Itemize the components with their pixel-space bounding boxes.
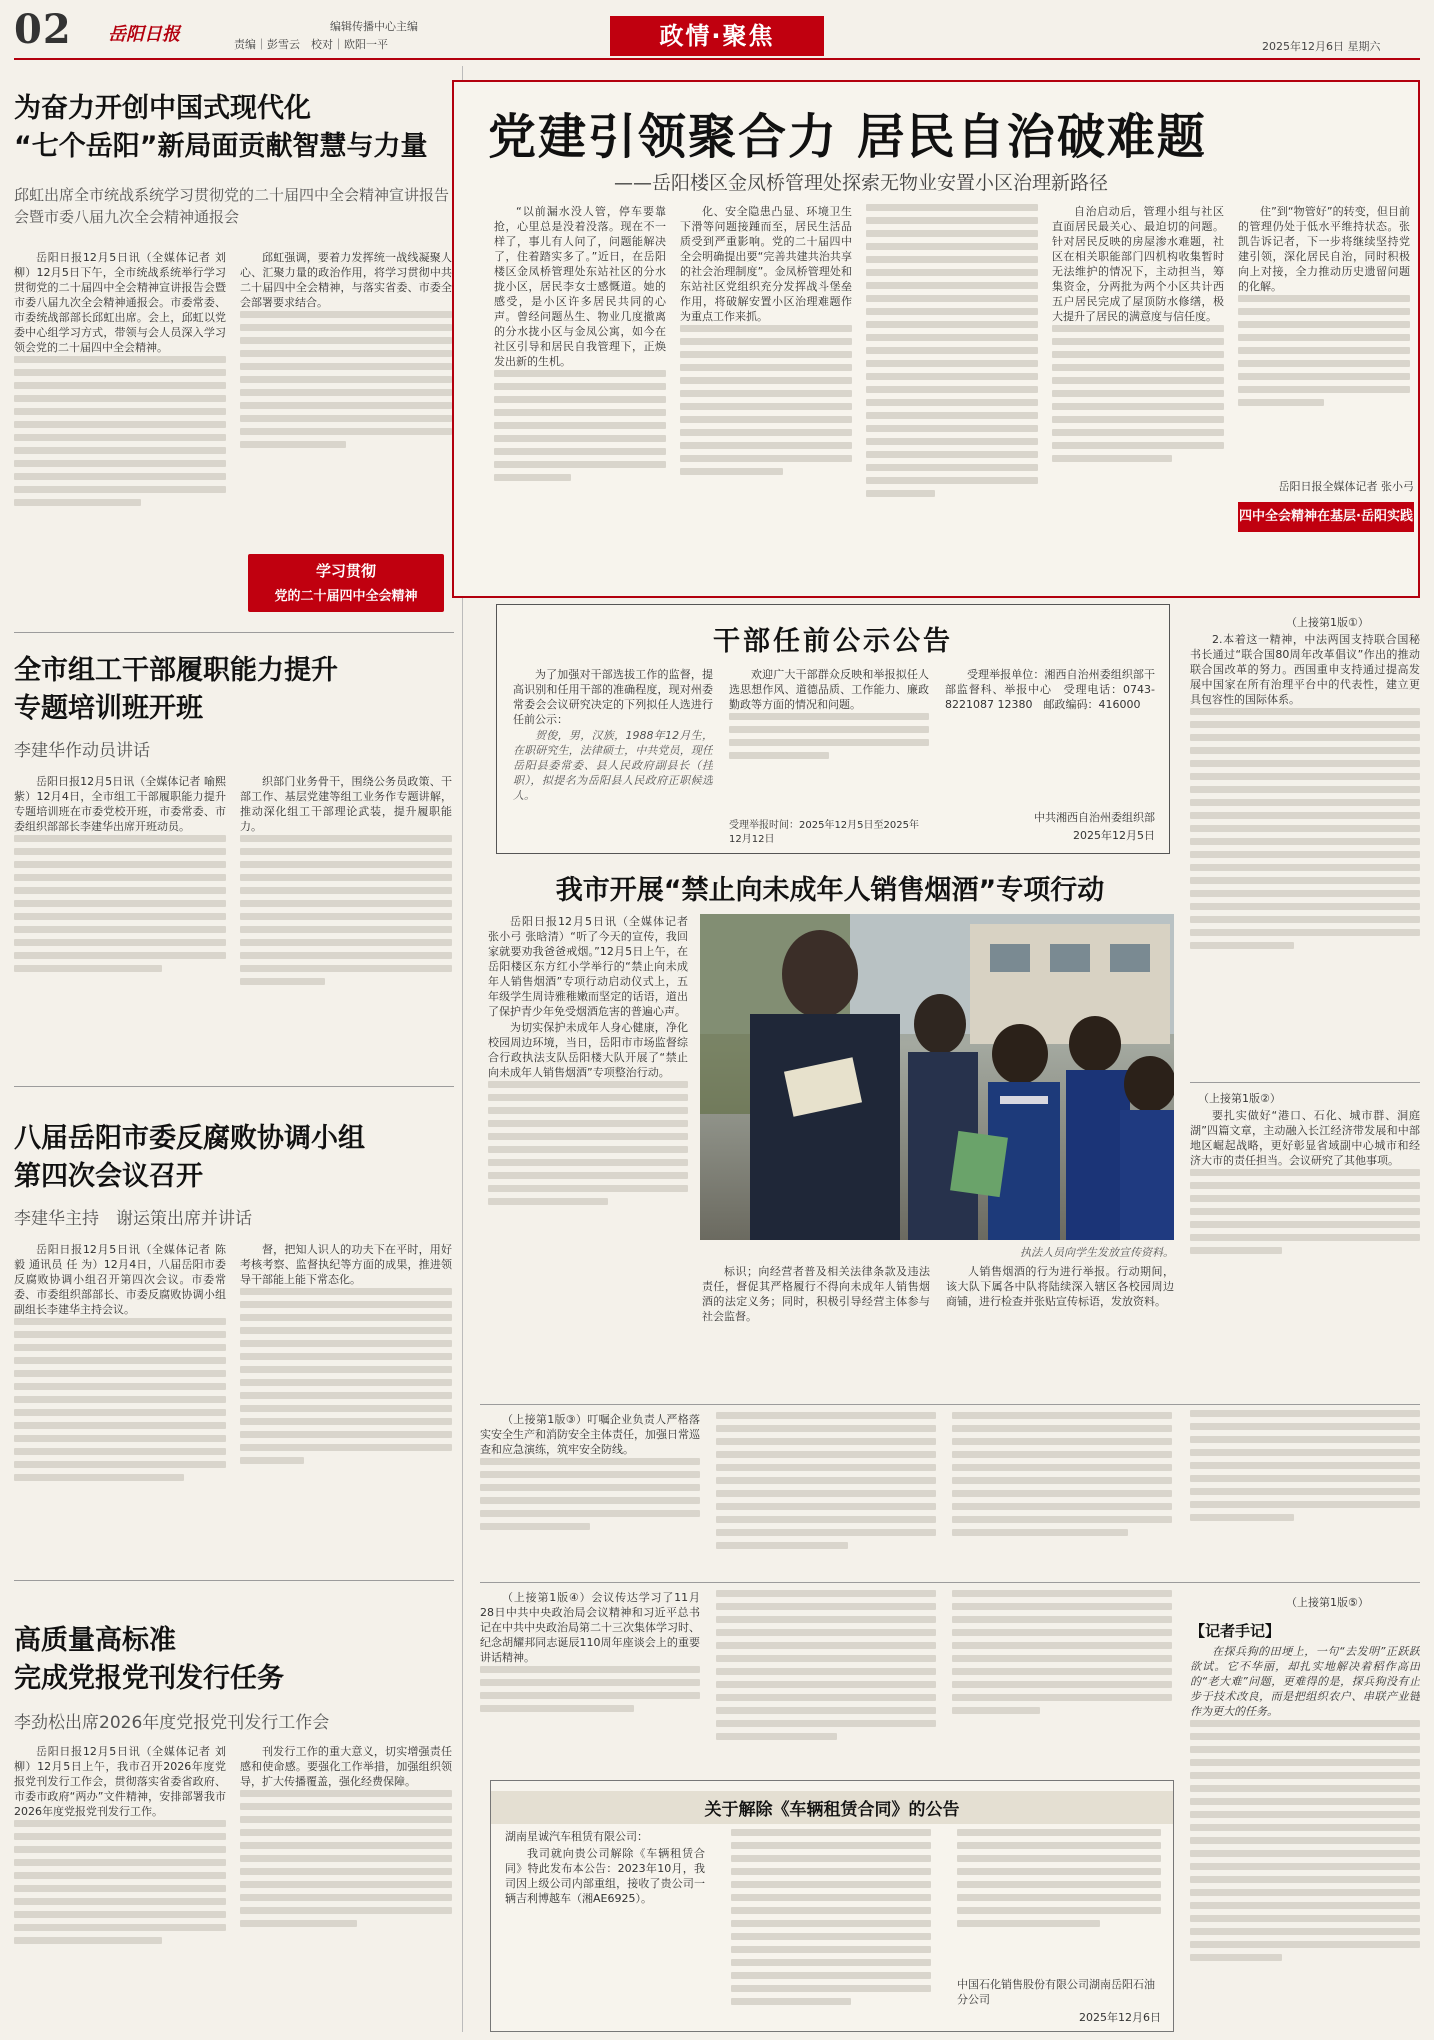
article-text-filler <box>14 1820 226 1944</box>
feature-photo <box>700 914 1174 1240</box>
jump-column <box>1190 614 1420 1304</box>
repeal-notice <box>490 1780 1174 2032</box>
lead-paragraph: 住”到“物管好”的转变，但目前的管理仍处于低水平维持状态。张凯告诉记者，下一步将继续坚持党建引领，深化居民自治，同时积极向上对接，全力推动历史遗留问题的化解。 <box>1238 205 1410 293</box>
jump-text-filler <box>952 1412 1172 1536</box>
jump-paragraph <box>480 1590 700 1665</box>
public-notice <box>496 604 1170 854</box>
article-title <box>14 1622 454 1698</box>
article-body-left <box>14 250 226 620</box>
feature-story <box>480 868 1180 1388</box>
notice-col-3 <box>945 667 1155 777</box>
article-body-left <box>14 1242 226 1572</box>
study-badge-line-1: 学习贯彻 <box>315 562 376 580</box>
divider <box>480 1404 1420 1405</box>
article-body-right <box>240 250 452 546</box>
lead-text-filler <box>1238 295 1410 406</box>
article-training <box>14 638 454 1108</box>
article-paragraph: 岳阳日报12月5日讯（全媒体记者 刘 柳）12月5日上午，我市召开2026年度党报党刊发行工作会，贯彻落实省委省政府、市委市政府“两办”文件精神，安排部署我市2026年度党报党刊发行工作。 <box>14 1745 226 1818</box>
article-title-line-1: 全市组工干部履职能力提升 <box>14 655 338 686</box>
notice-title: 干部任前公示公告 <box>713 626 953 657</box>
jump-paragraph: 2.本着这一精神，中法两国支持联合国秘书长通过“联合国80周年改革倡议”作出的推动联合国改革的努力。西国重申支持通过提高发展中国家在所有治理平台中的代表性，建立更具包容性的国际体系。 <box>1190 633 1420 706</box>
article-title-line-1: 高质量高标准 <box>14 1625 176 1656</box>
article-deck: 李劲松出席2026年度党报党刊发行工作会 <box>14 1713 330 1733</box>
jump-text <box>480 1590 700 1760</box>
jump-text-filler <box>1190 1169 1420 1254</box>
article-deck: 李建华主持 谢运策出席并讲话 <box>14 1209 252 1229</box>
feature-col-3 <box>946 1264 1174 1374</box>
jump-text-filler <box>716 1590 936 1740</box>
lead-paragraph: 化、安全隐患凸显、环境卫生下滑等问题接踵而至，居民生活品质受到严重影响。党的二十届四中全会明确提出要“完善共建共治共享的社会治理制度”。金凤桥管理处和东站社区党组织充分发挥战斗堡垒作用，将破解安置小区治理难题作为重点工作来抓。 <box>680 205 852 323</box>
lead-text-filler <box>680 325 852 475</box>
jump-label: （上接第1版①） <box>1286 616 1369 629</box>
feature-paragraph: 人销售烟酒的行为进行举报。行动期间，该大队下属各中队将陆续深入辖区各校园周边商铺，进行检查并张贴宣传标语，发放资料。 <box>946 1265 1174 1308</box>
article-body-right <box>240 1242 452 1572</box>
jump-text-filler <box>1190 708 1420 949</box>
jump-label: （上接第1版③） <box>502 1413 588 1426</box>
article-title-line-1: 为奋力开创中国式现代化 <box>14 93 311 124</box>
divider <box>14 632 454 633</box>
lead-col-4 <box>1052 204 1224 584</box>
notice-period: 受理举报时间：2025年12月5日至2025年12月12日 <box>729 820 919 845</box>
article-title-line-2: 专题培训班开班 <box>14 693 203 724</box>
lead-text-filler <box>1052 325 1224 462</box>
jump-text <box>480 1412 700 1562</box>
study-badge <box>248 554 444 612</box>
repeal-signoff: 中国石化销售股份有限公司湖南岳阳石油分公司 <box>957 1978 1155 2006</box>
repeal-paragraph: 我司就向贵公司解除《车辆租赁合同》特此发布本公告：2023年10月，我司因上级公司内部重组，接收了贵公司一辆吉利博越车（湘AE6925）。 <box>505 1847 705 1905</box>
article-body-left <box>14 774 226 1074</box>
lead-subtitle: ——岳阳楼区金凤桥管理处探索无物业安置小区治理新路径 <box>614 172 1109 194</box>
repeal-col-1 <box>505 1829 705 2025</box>
article-anticorruption <box>14 1092 454 1592</box>
jump-column-end <box>1190 1410 1420 1570</box>
repeal-addressee: 湖南星诚汽车租赁有限公司： <box>505 1830 648 1843</box>
masthead <box>0 0 1434 64</box>
lead-story <box>452 80 1420 598</box>
jump-text-filler <box>480 1458 700 1530</box>
lead-tag: 四中全会精神在基层·岳阳实践 <box>1238 502 1414 532</box>
divider <box>14 1086 454 1087</box>
notice-contact: 受理举报单位：湘西自治州委组织部干部监督科、举报中心 受理电话：0743-8221087 12380 邮政编码：416000 <box>945 668 1155 711</box>
page-number: 02 <box>14 6 72 53</box>
article-text-filler <box>240 1288 452 1464</box>
reporter-note <box>1190 1594 1420 2032</box>
article-title <box>14 1120 454 1196</box>
notice-col-1 <box>513 667 713 847</box>
article-text-filler <box>14 356 226 506</box>
paper-name: 岳阳日报 <box>108 24 180 45</box>
feature-caption: 执法人员向学生发放宣传资料。 <box>1020 1246 1174 1259</box>
jump-section-3 <box>480 1410 1180 1570</box>
article-newspaper-distribution <box>14 1586 454 2032</box>
lead-col-3 <box>866 204 1038 584</box>
article-paragraph: 织部门业务骨干，围绕公务员政策、干部工作、基层党建等组工业务作专题讲解，推动深化组工干部理论武装，提升履职能力。 <box>240 775 452 833</box>
jump-text-filler <box>952 1590 1172 1714</box>
lead-col-1 <box>494 204 666 584</box>
divider <box>480 1582 1420 1583</box>
note-paragraph: 在探兵狗的田埂上，一句“去发明”正跃跃欲试。它不华丽，却扎实地解决着稻作高田的“老大难”问题，更难得的是，探兵狗没有止步于技术改良，而是把组织农户、串联产业链作为更大的任务。 <box>1190 1645 1420 1718</box>
notice-paragraph: 欢迎广大干部群众反映和举报拟任人选思想作风、道德品质、工作能力、廉政勤政等方面的情况和问题。 <box>729 668 929 711</box>
study-badge-line-2: 党的二十届四中全会精神 <box>274 589 418 604</box>
article-deck: 李建华作动员讲话 <box>14 741 150 761</box>
editor-line: 编辑传播中心主编 <box>330 20 418 33</box>
note-body <box>1190 1644 1420 2024</box>
article-paragraph: 刊发行工作的重大意义，切实增强责任感和使命感。要强化工作举措，加强组织领导，扩大传播覆盖，强化经费保障。 <box>240 1745 452 1788</box>
jump-text-filler <box>716 1412 936 1549</box>
feature-photo-illustration <box>700 914 1174 1240</box>
article-text-filler <box>240 1790 452 1927</box>
repeal-text-filler <box>957 1829 1161 1927</box>
notice-signoff: 中共湘西自治州委组织部 <box>1034 811 1155 824</box>
section-title: 政情·聚焦 <box>610 16 824 56</box>
note-text-filler <box>1190 1720 1420 1961</box>
article-text-filler <box>240 835 452 985</box>
notice-person: 贺俊，男，汉族，1988年12月生，在职研究生，法律硕士，中共党员，现任岳阳县委常委、县人民政府副县长（挂职），拟提名为岳阳县人民政府正职候选人。 <box>513 729 713 802</box>
article-body-left <box>14 1744 226 2024</box>
repeal-col-2 <box>731 1829 931 2025</box>
jump-body: 会议传达学习了11月28日中共中央政治局会议精神和习近平总书记在中共中央政治局第二十三次集体学习时、纪念胡耀邦同志诞辰110周年座谈会上的重要讲话精神。 <box>480 1591 700 1664</box>
date-line: 2025年12月6日 星期六 <box>1262 40 1381 53</box>
jump-paragraph: 要扎实做好“港口、石化、城市群、洞庭湖”四篇文章，主动融入长江经济带发展和中部地区崛起战略，更好彰显省域副中心城市和经济大市的责任担当。会议研究了其他事项。 <box>1190 1109 1420 1167</box>
feature-paragraph: 标识；向经营者普及相关法律条款及违法责任，督促其严格履行不得向未成年人销售烟酒的法定义务；同时，积极引导经营主体参与社会监督。 <box>702 1265 930 1323</box>
staff-line: 责编｜彭雪云 校对｜欧阳一平 <box>234 38 388 51</box>
feature-paragraph: 岳阳日报12月5日讯（全媒体记者 张小弓 张晗清）“听了今天的宣传，我回家就要劝我爸爸戒烟。”12月5日上午，在岳阳楼区东方红小学举行的“禁止向未成年人销售烟酒”专项行动启动仪式上，五年级学生周诗雅稚嫩而坚定的话语，道出了保护青少年免受烟酒危害的普遍心声。 <box>488 915 688 1018</box>
article-title-line-1: 八届岳阳市委反腐败协调小组 <box>14 1123 365 1154</box>
article-title <box>14 90 454 166</box>
jump-label: （上接第1版④） <box>502 1591 592 1604</box>
divider <box>1190 1082 1420 1083</box>
article-body-right <box>240 1744 452 2024</box>
feature-title: 我市开展“禁止向未成年人销售烟酒”专项行动 <box>555 875 1105 906</box>
article-title-line-2: “七个岳阳”新局面贡献智慧与力量 <box>14 131 428 162</box>
divider <box>14 1580 454 1581</box>
repeal-title: 关于解除《车辆租赁合同》的公告 <box>491 1791 1173 1824</box>
lead-paragraph: “以前漏水没人管，停车要靠抢，心里总是没着没落。现在不一样了，事儿有人问了，问题能解决了，住着踏实多了。”近日，在岳阳楼区金凤桥管理处东站社区的分水拢小区，居民李女士感慨道。她的感受，是小区许多居民共同的心声。曾经问题丛生、物业几度撤离的分水拢小区与金凤公寓，如今在社区引导和居民自我管理下，正焕发出新的生机。 <box>494 205 666 368</box>
lead-text-filler <box>494 370 666 481</box>
notice-paragraph: 为了加强对干部选拔工作的监督，提高识别和任用干部的准确程度，现对州委常委会会议研究决定的下列拟任人选进行任前公示： <box>513 668 713 726</box>
jump-text-cont <box>952 1412 1172 1562</box>
jump-text-cont <box>716 1590 936 1760</box>
feature-paragraph: 为切实保护未成年人身心健康，净化校园周边环境，当日，岳阳市市场监督综合行政执法支队岳阳楼大队开展了“禁止向未成年人销售烟酒”专项整治行动。 <box>488 1021 688 1079</box>
article-body-right <box>240 774 452 1074</box>
jump-text-filler <box>480 1666 700 1712</box>
article-paragraph: 岳阳日报12月5日讯（全媒体记者 喻熙紫）12月4日，全市组工干部履职能力提升专题培训班在市委党校开班，市委常委、市委组织部部长李建华出席开班动员。 <box>14 775 226 833</box>
jump-text-filler <box>1190 1410 1420 1521</box>
article-paragraph: 邱虹强调，要着力发挥统一战线凝聚人心、汇聚力量的政治作用，将学习贯彻中共二十届四中全会精神，与落实省委、市委全会部署要求结合。 <box>240 251 452 309</box>
notice-col-2 <box>729 667 929 817</box>
repeal-col-3 <box>957 1829 1161 1969</box>
feature-col-2 <box>702 1264 930 1374</box>
article-title-line-2: 完成党报党刊发行任务 <box>14 1663 284 1694</box>
note-title: 【记者手记】 <box>1190 1622 1281 1640</box>
jump-text-cont <box>716 1412 936 1562</box>
jump-label: （上接第1版⑤） <box>1286 1596 1369 1609</box>
article-text-filler <box>240 311 452 448</box>
masthead-rule <box>14 58 1420 60</box>
notice-date: 2025年12月5日 <box>1073 829 1155 842</box>
lead-title: 党建引领聚合力 居民自治破难题 <box>488 109 1207 165</box>
lead-text-filler <box>866 204 1038 497</box>
left-column <box>14 66 454 2032</box>
lead-col-2 <box>680 204 852 584</box>
jump-body: 叮嘱企业负责人严格落实安全生产和消防安全主体责任，加强日常巡查和应急演练，筑牢安全防线。 <box>480 1413 700 1456</box>
article-deck: 邱虹出席全市统战系统学习贯彻党的二十届四中全会精神宣讲报告会暨市委八届九次全会精神通报会 <box>14 186 450 226</box>
jump-text-cont <box>952 1590 1172 1760</box>
notice-text-filler <box>729 713 929 759</box>
lead-paragraph: 自治启动后，管理小组与社区直面居民最关心、最迫切的问题。针对居民反映的房屋渗水难题，社区在相关职能部门四机构收集暂时无法维护的情况下，主动担当，筹集资金，分两批为两个小区共计西五户居民完成了屋顶防水修缮，极大提升了居民的满意度与信任度。 <box>1052 205 1224 323</box>
article-title <box>14 652 454 728</box>
article-united-front <box>14 66 454 626</box>
jump-text <box>1190 632 1420 1062</box>
jump-section-4 <box>480 1588 1180 1768</box>
jump-label: （上接第1版②） <box>1198 1092 1281 1105</box>
article-paragraph: 岳阳日报12月5日讯（全媒体记者 刘 柳）12月5日下午，全市统战系统举行学习贯彻党的二十届四中全会精神宣讲报告会暨市委八届九次全会精神通报会。市委常委、市委统战部部长邱虹出席。会上，邱虹以党委中心组学习方式，带领与会人员深入学习领会党的二十届四中全会精神。 <box>14 251 226 354</box>
article-text-filler <box>14 835 226 972</box>
feature-col-1 <box>488 914 688 1346</box>
feature-text-filler <box>488 1081 688 1205</box>
article-text-filler <box>14 1318 226 1481</box>
jump-text <box>1190 1108 1420 1298</box>
article-title-line-2: 第四次会议召开 <box>14 1161 203 1192</box>
lead-col-5 <box>1238 204 1410 504</box>
jump-paragraph <box>480 1412 700 1457</box>
repeal-text-filler <box>731 1829 931 2005</box>
lead-byline: 岳阳日报全媒体记者 张小弓 <box>1278 480 1414 493</box>
article-paragraph: 岳阳日报12月5日讯（全媒体记者 陈 毅 通讯员 任 为）12月4日，八届岳阳市委反腐败协调小组召开第四次会议。市委常委、市委组织部部长、市委反腐败协调小组副组长李建华主持会议。 <box>14 1243 226 1316</box>
repeal-date: 2025年12月6日 <box>1079 2011 1161 2024</box>
article-paragraph: 督，把知人识人的功夫下在平时，用好考核考察、监督执纪等方面的成果，推进领导干部能上能下常态化。 <box>240 1243 452 1286</box>
